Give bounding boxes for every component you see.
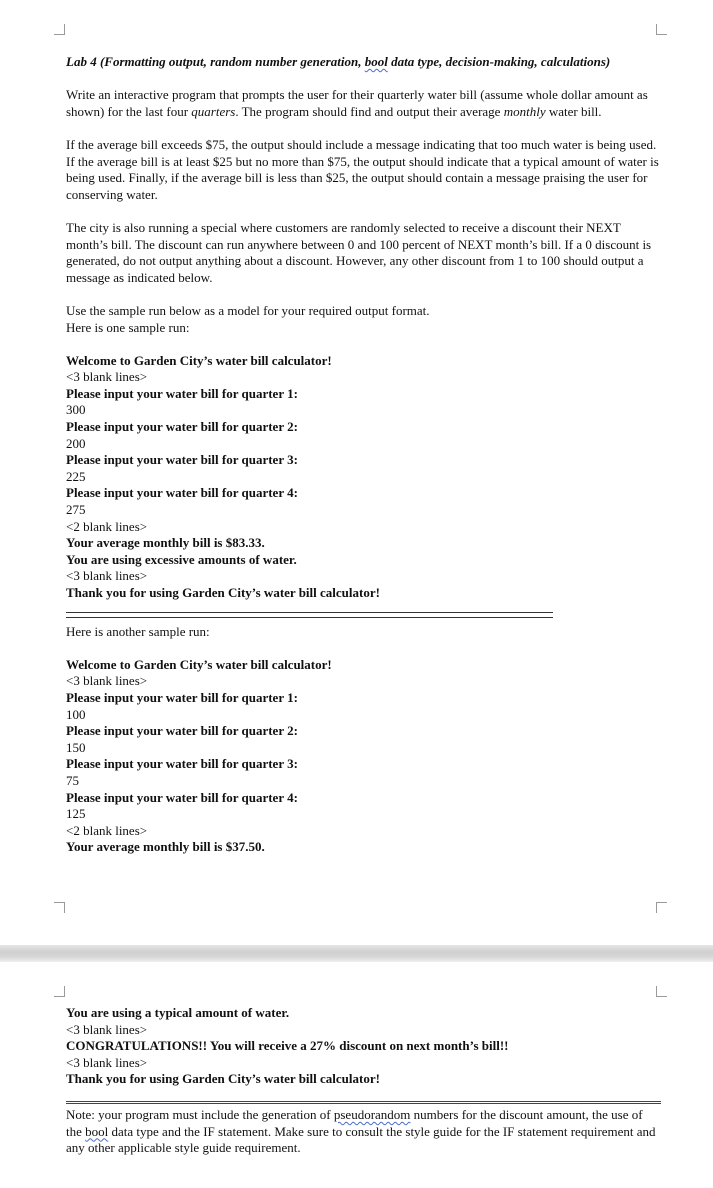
another-run-label: Here is another sample run: [66, 623, 210, 639]
instructions-paragraph: Write an interactive program that prompts the user for their quarterly water bill (assume whole dollar amount as shown) for the last four quarters. The program should find and output their average monthly water bill. [66, 87, 648, 119]
quarter-input-value: 150 [66, 739, 86, 755]
quarter-input-value: 275 [66, 502, 86, 518]
margin-corner-mark [656, 986, 667, 997]
average-bill-line: Your average monthly bill is $83.33. [66, 535, 265, 551]
thank-you-line: Thank you for using Garden City’s water bill calculator! [66, 585, 380, 600]
page-break-gap [0, 945, 713, 962]
usage-message: You are using a typical amount of water. [66, 1005, 290, 1020]
spell-flagged-word: bool [364, 54, 388, 69]
conditions-paragraph: If the average bill exceeds $75, the output should include a message indicating that too much water is being used. If the average bill is at least $25 but no more than $75, the output should indicate that a typical amount of water is being used. Finally, if the average bill is less than $25, the output should contain a message praising the user for conserving water. [66, 136, 659, 202]
welcome-line: Welcome to Garden City’s water bill calculator! [66, 656, 332, 672]
quarter-input-value: 100 [66, 706, 86, 722]
requirements-note: Note: your program must include the generation of pseudorandom numbers for the discount amount, the use of the bool data type and the IF statement. Make sure to consult the style guide for the IF statement requirement and any other applicable style guide requirement. [66, 1101, 661, 1157]
discount-paragraph: The city is also running a special where customers are randomly selected to receive a discount their NEXT month’s bill. The discount can run anywhere between 0 and 100 percent of NEXT month’s bill. If a 0 discount is generated, do not output anything about a discount. However, any other discount from 1 to 100 should output a message as indicated below. [66, 219, 652, 285]
quarter-input-value: 75 [66, 772, 79, 788]
thank-you-line: Thank you for using Garden City’s water bill calculator! [66, 1071, 380, 1087]
usage-message: You are using excessive amounts of water. [66, 551, 297, 567]
quarter-prompt: Please input your water bill for quarter 3: [66, 452, 298, 468]
blank-lines-note: <3 blank lines> [66, 568, 148, 584]
quarter-prompt: Please input your water bill for quarter 4: [66, 485, 298, 501]
margin-corner-mark [656, 24, 667, 35]
blank-lines-note: <3 blank lines> [66, 673, 148, 689]
blank-lines-note: <3 blank lines> [66, 369, 148, 385]
quarter-prompt: Please input your water bill for quarter 2: [66, 723, 298, 739]
double-rule-separator [66, 612, 553, 618]
quarter-prompt: Please input your water bill for quarter 1: [66, 385, 298, 401]
margin-corner-mark [656, 902, 667, 913]
blank-lines-note: <3 blank lines> [66, 1021, 148, 1037]
spell-flagged-word: pseudorandom [333, 1106, 411, 1122]
blank-lines-note: <2 blank lines> [66, 822, 148, 838]
sample-run-label: Here is one sample run: [66, 319, 190, 335]
margin-corner-mark [54, 986, 65, 997]
discount-message: CONGRATULATIONS!! You will receive a 27% discount on next month’s bill!! [66, 1038, 509, 1054]
quarter-prompt: Please input your water bill for quarter 1: [66, 689, 298, 705]
sample-run-2 [66, 657, 661, 856]
quarter-input-value: 300 [66, 402, 86, 418]
quarter-input-value: 125 [66, 806, 86, 822]
blank-lines-note: <2 blank lines> [66, 518, 148, 534]
blank-lines-note: <3 blank lines> [66, 1054, 148, 1070]
page-2-text [66, 1005, 661, 1157]
quarter-prompt: Please input your water bill for quarter 4: [66, 789, 298, 805]
welcome-line: Welcome to Garden City’s water bill calculator! [66, 352, 332, 368]
page-1-text [66, 54, 661, 856]
margin-corner-mark [54, 902, 65, 913]
margin-corner-mark [54, 24, 65, 35]
sample-intro-line: Use the sample run below as a model for your required output format. [66, 302, 430, 318]
quarter-input-value: 200 [66, 435, 86, 451]
quarter-input-value: 225 [66, 468, 86, 484]
spell-flagged-word: bool [85, 1123, 109, 1139]
quarter-prompt: Please input your water bill for quarter 3: [66, 756, 298, 772]
quarter-prompt: Please input your water bill for quarter 2: [66, 419, 298, 435]
average-bill-line: Your average monthly bill is $37.50. [66, 839, 265, 855]
sample-run-1 [66, 353, 661, 602]
lab-title: Lab 4 (Formatting output, random number generation, bool data type, decision-making, calculations) [66, 54, 611, 69]
